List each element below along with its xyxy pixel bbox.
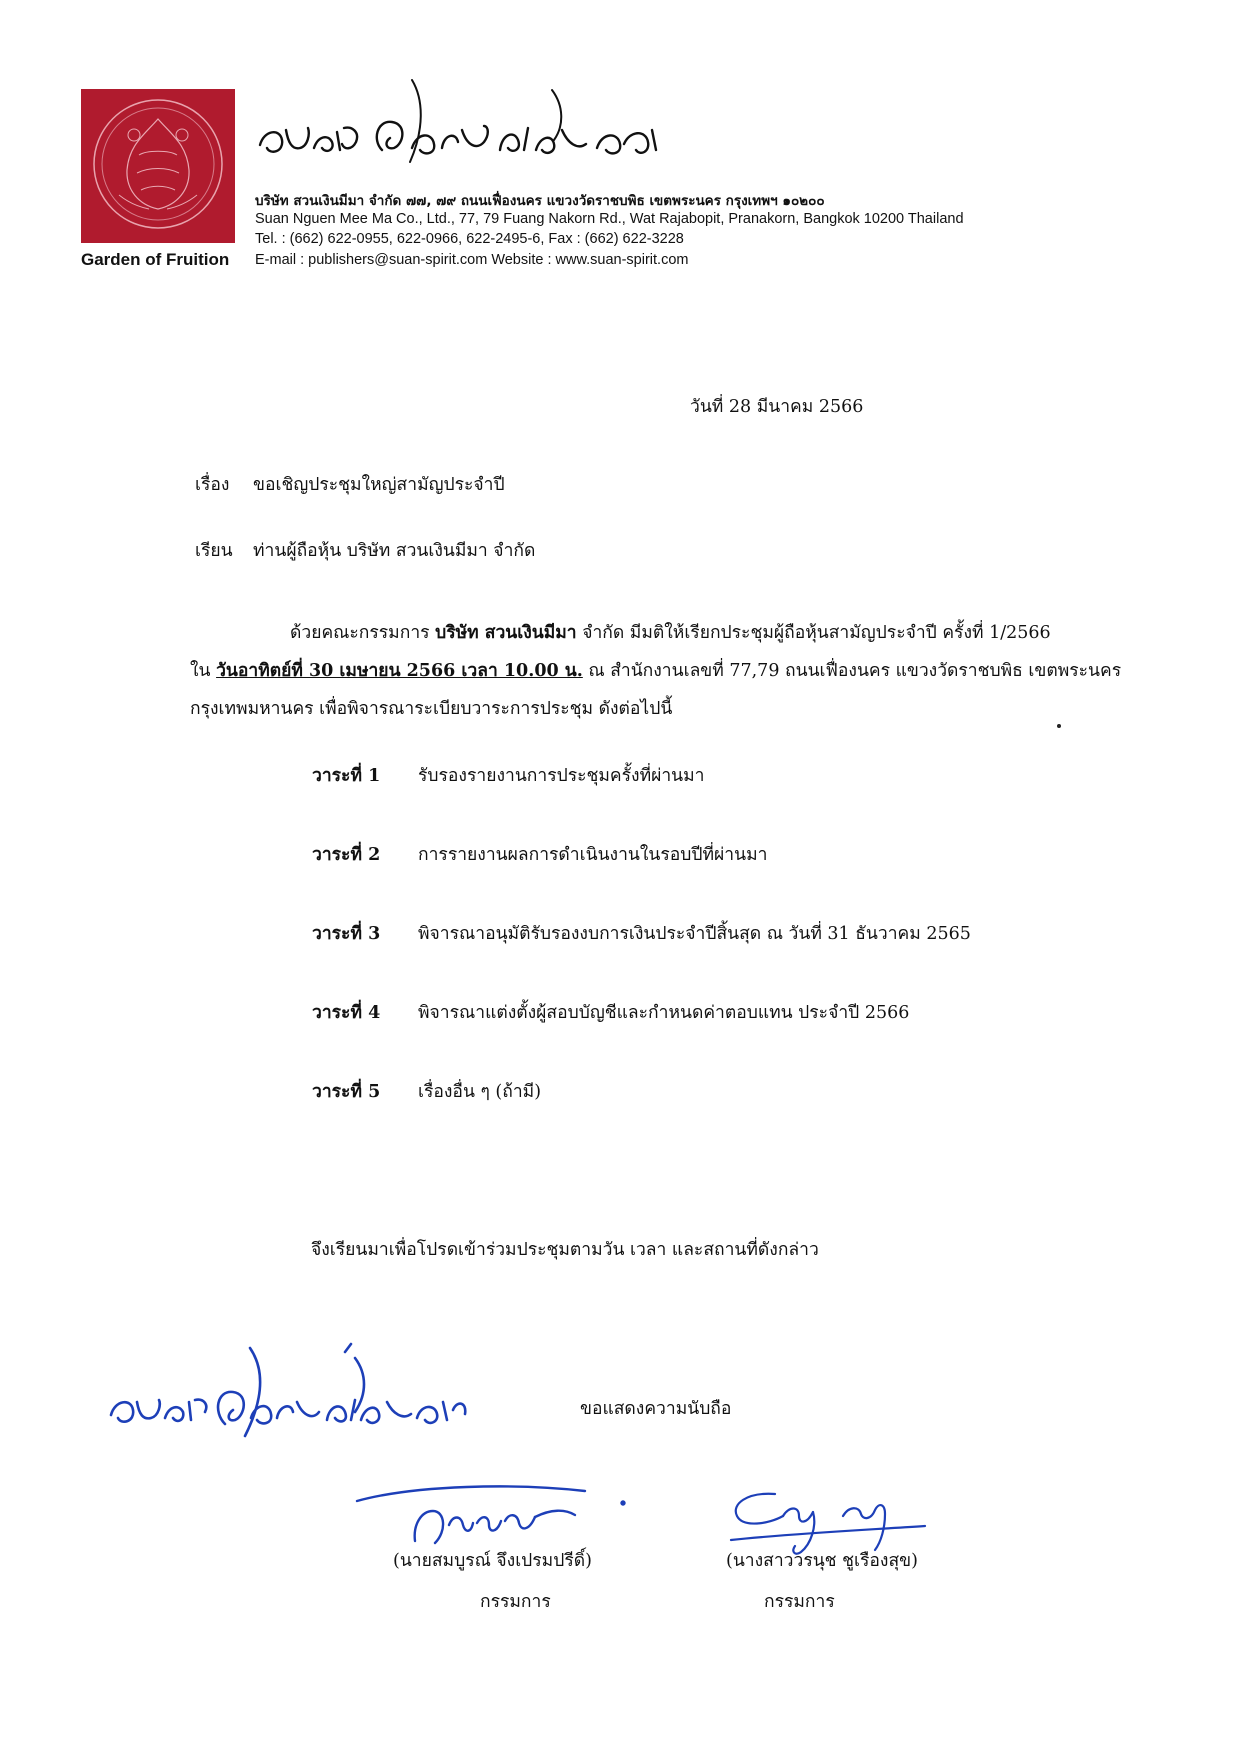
body-line-2-start: ใน [190, 661, 217, 681]
complimentary-close: ขอแสดงความนับถือ [580, 1399, 732, 1419]
meeting-datetime: วันอาทิตย์ที่ 30 เมษายน 2566 เวลา 10.00 น. [216, 661, 583, 681]
company-logo [81, 89, 235, 243]
subject-label: เรื่อง [195, 475, 230, 495]
body-line-3: กรุงเทพมหานคร เพื่อพิจารณาระเบียบวาระการประชุม ดังต่อไปนี้ [190, 699, 673, 719]
signer-1-signature [355, 1475, 645, 1555]
subject-value: ขอเชิญประชุมใหญ่สามัญประจำปี [253, 475, 505, 495]
agenda-5-text: เรื่องอื่น ๆ (ถ้ามี) [418, 1082, 542, 1102]
signer-1-title: กรรมการ [480, 1592, 551, 1612]
company-phone-fax: Tel. : (662) 622-0955, 622-0966, 622-2495-6, Fax : (662) 622-3228 [255, 231, 684, 247]
company-address-english: Suan Nguen Mee Ma Co., Ltd., 77, 79 Fuang Nakorn Rd., Wat Rajabopit, Pranakorn, Bangkok 10200 Thailand [255, 211, 964, 227]
agenda-3-text: พิจารณาอนุมัติรับรองงบการเงินประจำปีสิ้นสุด ณ วันที่ 31 ธันวาคม 2565 [418, 924, 971, 944]
agenda-5-label: วาระที่ 5 [312, 1082, 381, 1102]
letter-date: วันที่ 28 มีนาคม 2566 [690, 397, 864, 417]
logo-tagline: Garden of Fruition [81, 250, 230, 269]
seal-emblem-icon [89, 95, 227, 233]
closing-sentence: จึงเรียนมาเพื่อโปรดเข้าร่วมประชุมตามวัน เวลา และสถานที่ดังกล่าว [311, 1240, 819, 1260]
body-line-2 [190, 656, 1121, 684]
signer-2-title: กรรมการ [764, 1592, 835, 1612]
recipient-label: เรียน [195, 541, 233, 561]
agenda-1-label: วาระที่ 1 [312, 766, 381, 786]
agenda-1-text: รับรองรายงานการประชุมครั้งที่ผ่านมา [418, 766, 705, 786]
signer-1-name: (นายสมบูรณ์ จึงเปรมปรีดิ์) [393, 1551, 592, 1571]
agenda-4-text: พิจารณาแต่งตั้งผู้สอบบัญชีและกำหนดค่าตอบแทน ประจำปี 2566 [418, 1003, 910, 1023]
agenda-2-text: การรายงานผลการดำเนินงานในรอบปีที่ผ่านมา [418, 845, 768, 865]
company-signature-stamp [105, 1340, 475, 1450]
body-line-2-end: ณ สำนักงานเลขที่ 77,79 ถนนเฟื่องนคร แขวงวัดราชบพิธ เขตพระนคร [582, 661, 1122, 681]
signer-2-name: (นางสาววรนุช ชูเรืองสุข) [726, 1551, 918, 1571]
body-line-1-start: ด้วยคณะกรรมการ [290, 623, 436, 643]
agenda-3-label: วาระที่ 3 [312, 924, 381, 944]
agenda-4-label: วาระที่ 4 [312, 1003, 381, 1023]
body-company-name: บริษัท สวนเงินมีมา [435, 623, 577, 643]
company-script-logotype [252, 70, 672, 185]
agenda-2-label: วาระที่ 2 [312, 845, 381, 865]
stray-mark [1057, 724, 1061, 728]
body-line-1 [290, 618, 1051, 646]
recipient-value: ท่านผู้ถือหุ้น บริษัท สวนเงินมีมา จำกัด [253, 541, 536, 561]
company-email-website: E-mail : publishers@suan-spirit.com Website : www.suan-spirit.com [255, 252, 689, 268]
body-line-1-end: จำกัด มีมติให้เรียกประชุมผู้ถือหุ้นสามัญประจำปี ครั้งที่ 1/2566 [576, 623, 1051, 643]
company-address-thai: บริษัท สวนเงินมีมา จำกัด ๗๗, ๗๙ ถนนเฟื่องนคร แขวงวัดราชบพิธ เขตพระนคร กรุงเทพฯ ๑๐๒๐๐ [255, 193, 825, 209]
